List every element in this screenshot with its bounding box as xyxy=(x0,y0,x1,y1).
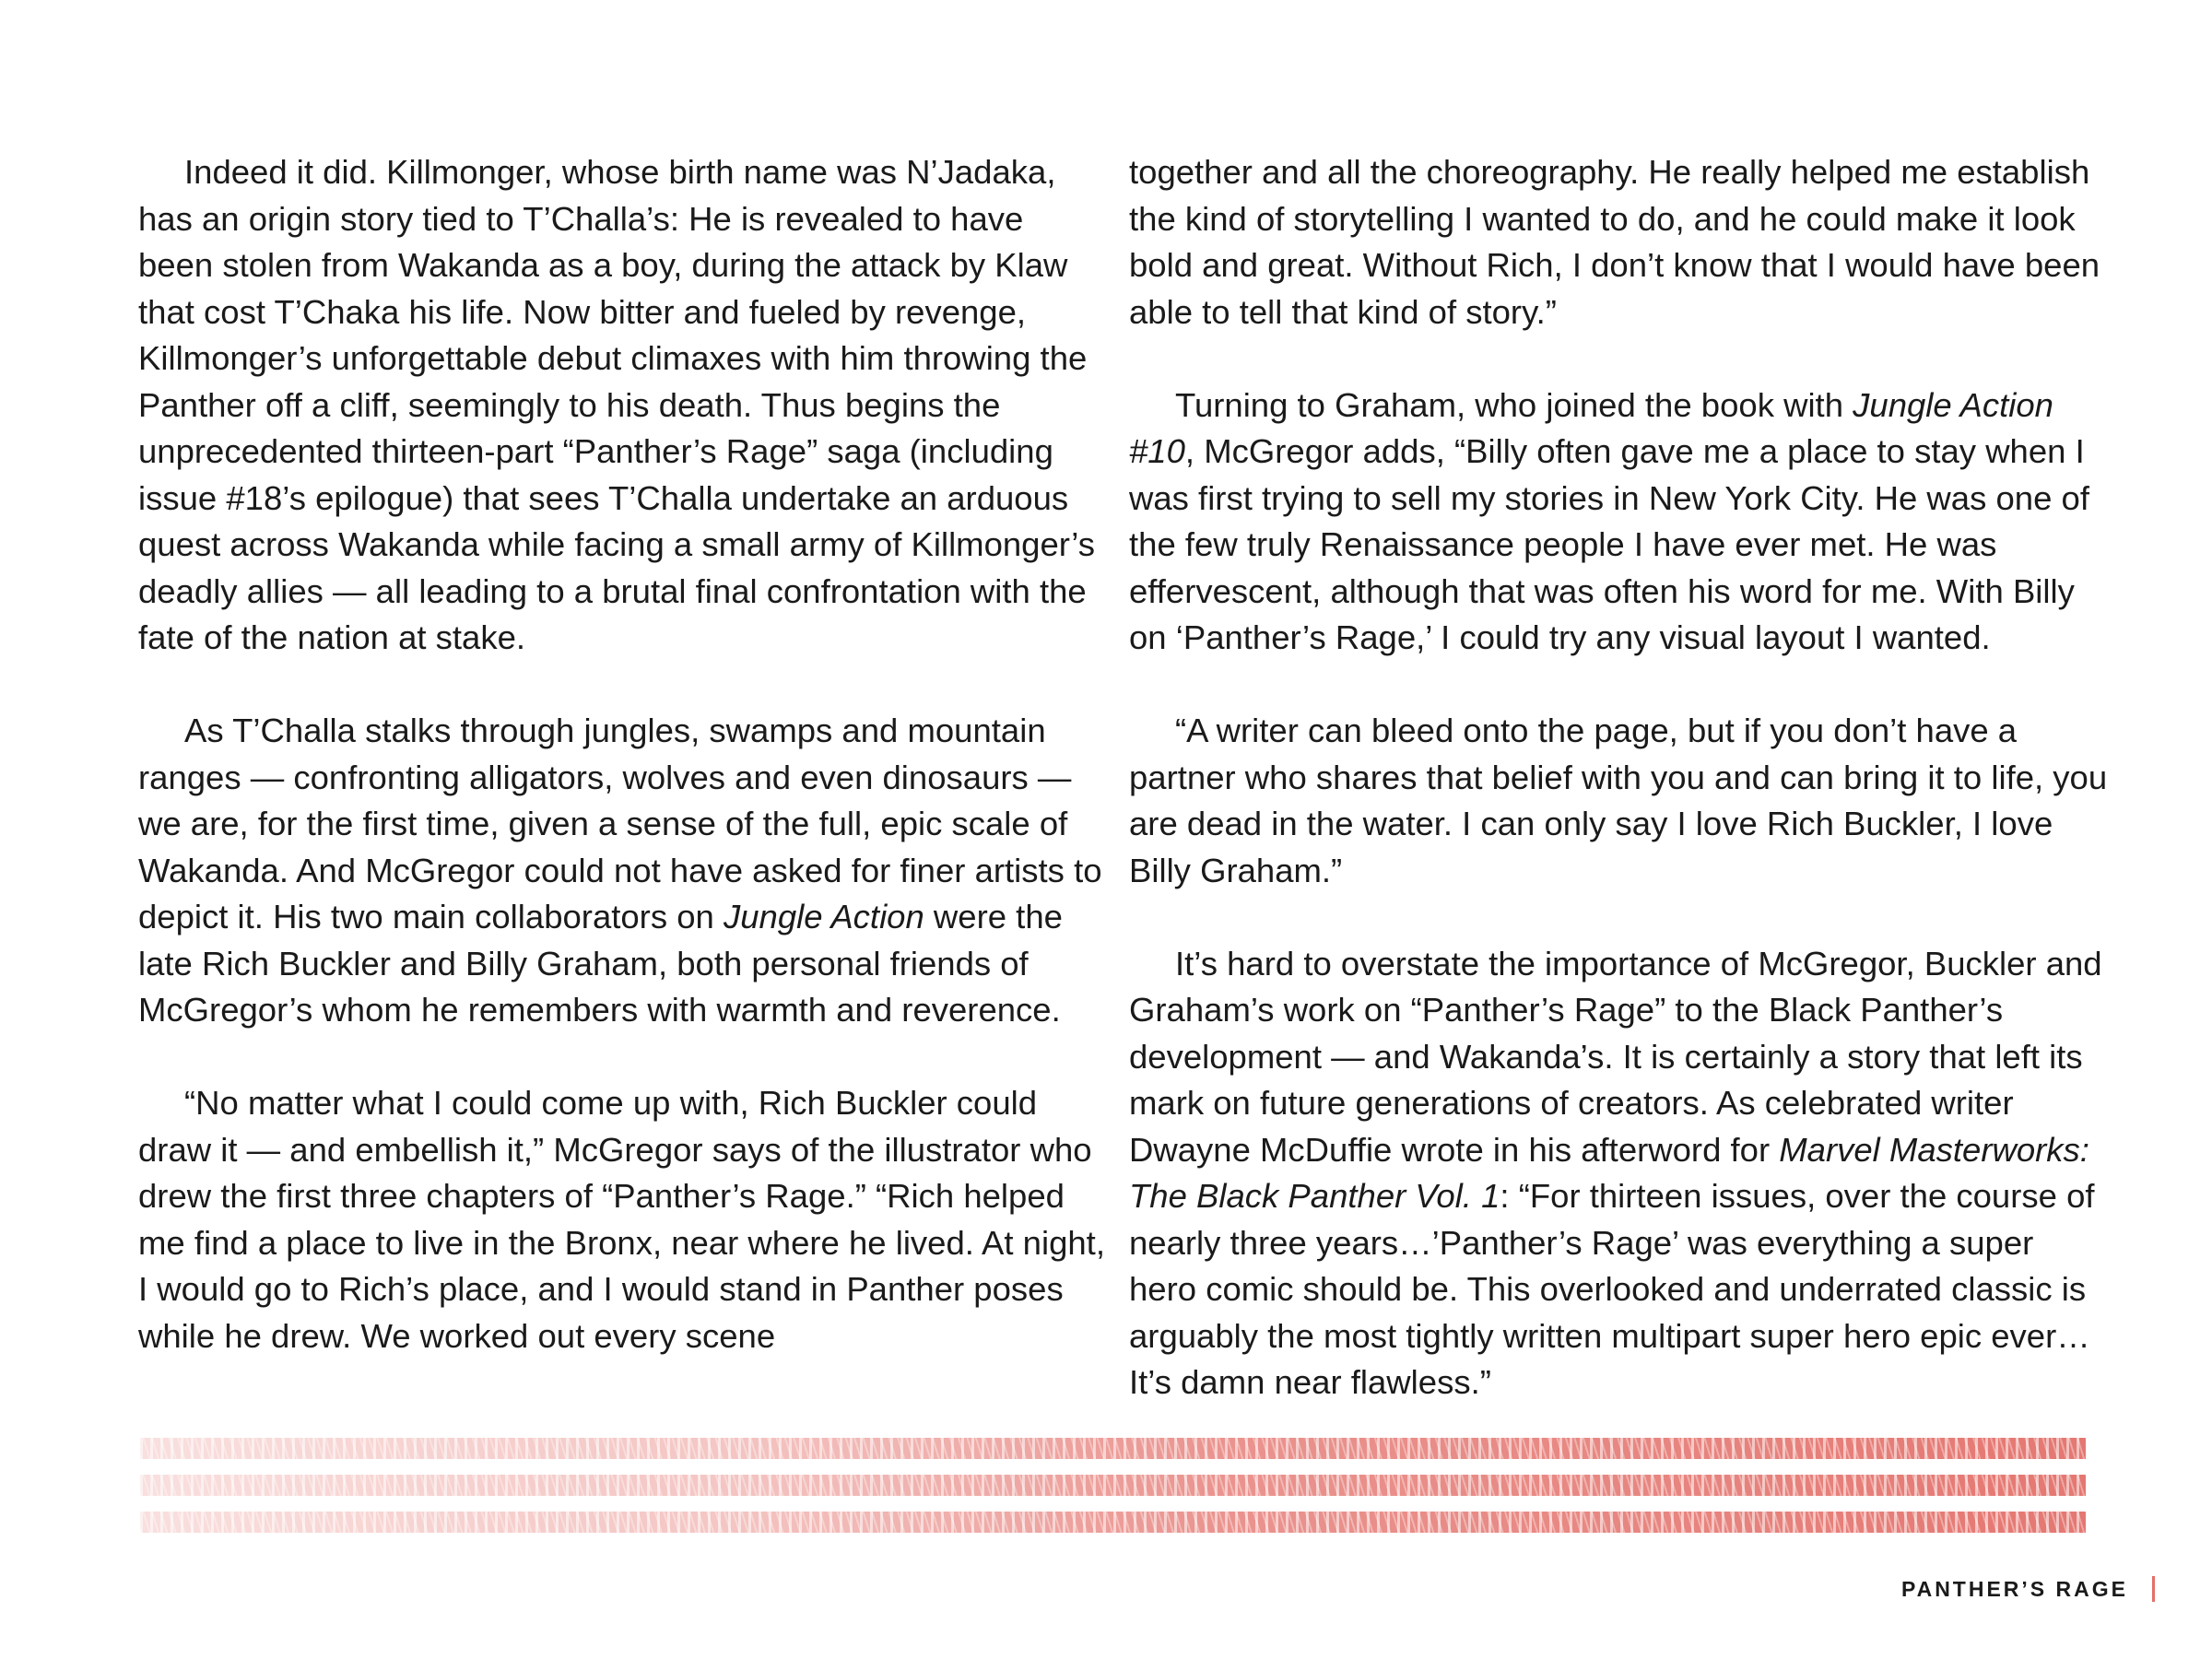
paragraph-text: Indeed it did. Killmonger, whose birth name was N’Jadaka, has an origin story tied to T’Challa’s: He is revealed to have been stolen from Wakanda as a boy, during the attack by Klaw that cost T’Chaka his life. Now bitter and fueled by revenge, Killmonger’s unforgettable debut climaxes with him throwing the Panther off a cliff, seemingly to his death. Thus begins the unprecedented thirteen-part “Panther’s Rage” saga (including issue #18’s epilogue) that sees T’Challa undertake an arduous quest across Wakanda while facing a small army of Killmonger’s deadly allies — all leading to a brutal final confrontation with the fate of the nation at stake. xyxy=(138,153,1095,656)
italic-title: Jungle Action #10 xyxy=(1129,385,2053,470)
decorative-stripe xyxy=(140,1438,2086,1459)
paragraph-text: “A writer can bleed onto the page, but if you don’t have a partner who shares that belief with you and can bring it to life, you are dead in the water. I can only say I love Rich Buckler, I love Billy Graham.” xyxy=(1129,712,2108,889)
footer-divider xyxy=(2152,1576,2155,1602)
paragraph-text: “No matter what I could come up with, Rich Buckler could draw it — and embellish it,” McGregor says of the illustrator who drew the first three chapters of “Panther’s Rage.” “Rich helped me find a place to live in the Bronx, near where he lived. At night, I would go to Rich’s place, and I would stand in Panther poses while he drew. We worked out every scene xyxy=(138,1084,1105,1355)
paragraph-text: As T’Challa stalks through jungles, swamps and mountain ranges — confronting alligators, wolves and even dinosaurs — we are, for the first time, given a sense of the full, epic scale of Wakanda. And McGregor could not have asked for finer artists to depict it. His two main collaborators on xyxy=(138,712,1102,935)
paragraph-text: together and all the choreography. He really helped me establish the kind of storytelling I wanted to do, and he could make it look bold and great. Without Rich, I don’t know that I would have been able to tell that kind of story.” xyxy=(1129,153,2100,331)
paragraph-text: , McGregor adds, “Billy often gave me a place to stay when I was first trying to sell my stories in New York City. He was one of the few truly Renaissance people I have ever met. He was effervescent, although that was often his word for me. With Billy on ‘Panther’s Rage,’ I could try any visual layout I wanted. xyxy=(1129,432,2089,656)
paragraph-writer-quote xyxy=(1129,708,2108,894)
paragraph-text: It’s hard to overstate the importance of McGregor, Buckler and Graham’s work on “Panther’s Rage” to the Black Panther’s development — and Wakanda’s. It is certainly a story that left its mark on future generations of creators. As celebrated writer Dwayne McDuffie wrote in his afterword for xyxy=(1129,944,2102,1169)
decorative-stripes xyxy=(140,1438,2086,1548)
paragraph-text: were the late Rich Buckler and Billy Graham, both personal friends of McGregor’s whom he remembers with warmth and reverence. xyxy=(138,898,1063,1029)
page-footer xyxy=(1901,1576,2155,1602)
italic-title: Marvel Masterworks: The Black Panther Vol. 1 xyxy=(1129,1130,2089,1215)
paragraph-text: : “For thirteen issues, over the course of nearly three years…’Panther’s Rage’ was everything a super hero comic should be. This overlooked and underrated classic is arguably the most tightly written multipart super hero epic ever… It’s damn near flawless.” xyxy=(1129,1177,2095,1401)
paragraph-graham xyxy=(1129,382,2108,662)
italic-title: Jungle Action xyxy=(723,898,924,935)
paragraph-text: Turning to Graham, who joined the book with xyxy=(1175,385,1853,424)
paragraph-buckler-quote-continued xyxy=(1129,149,2108,335)
decorative-stripe xyxy=(140,1475,2086,1496)
paragraph-buckler-quote xyxy=(138,1080,1106,1359)
right-column xyxy=(1129,149,2108,1406)
decorative-stripe xyxy=(140,1512,2086,1533)
paragraph-killmonger-origin xyxy=(138,149,1106,662)
left-column xyxy=(138,149,1106,1359)
running-title: PANTHER’S RAGE xyxy=(1900,1576,2128,1601)
paragraph-importance xyxy=(1129,941,2108,1406)
paragraph-wakanda-scale xyxy=(138,708,1106,1034)
